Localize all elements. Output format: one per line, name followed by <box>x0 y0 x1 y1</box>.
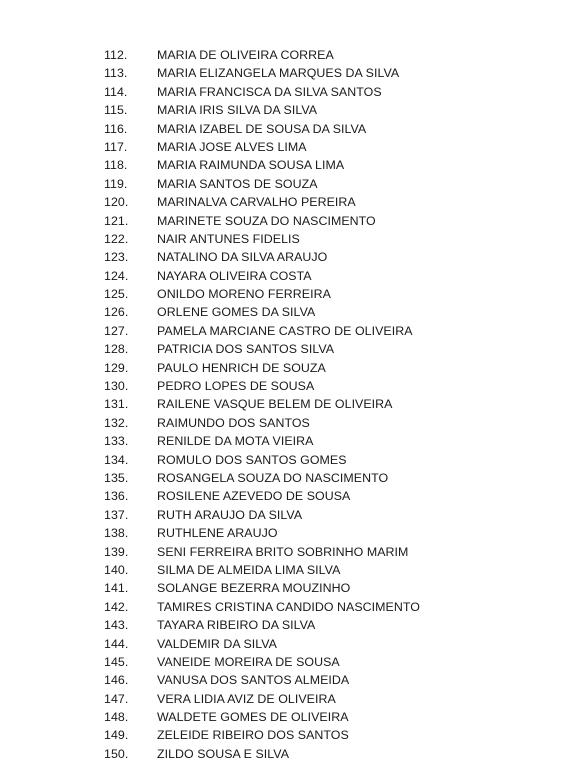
person-name: SOLANGE BEZERRA MOUZINHO <box>157 581 351 596</box>
item-number: 116. <box>104 121 128 136</box>
list-item <box>0 248 588 266</box>
list-item <box>0 616 588 634</box>
item-number: 119. <box>104 176 128 191</box>
list-item <box>0 487 588 505</box>
item-number: 144. <box>104 636 129 651</box>
item-number: 125. <box>104 287 129 302</box>
person-name: PEDRO LOPES DE SOUSA <box>157 379 315 394</box>
list-item <box>0 230 588 248</box>
item-number: 150. <box>104 746 129 761</box>
list-item <box>0 451 588 469</box>
person-name: RAILENE VASQUE BELEM DE OLIVEIRA <box>157 397 393 412</box>
item-number: 113. <box>104 66 128 81</box>
list-item <box>0 726 588 744</box>
item-number: 124. <box>104 268 129 283</box>
person-name: RUTH ARAUJO DA SILVA <box>157 507 303 522</box>
item-number: 142. <box>104 599 129 614</box>
list-item <box>0 561 588 579</box>
item-number: 131. <box>104 397 129 412</box>
list-item <box>0 212 588 230</box>
person-name: MARIA JOSE ALVES LIMA <box>157 139 307 154</box>
item-number: 121. <box>104 213 129 228</box>
list-item <box>0 579 588 597</box>
item-number: 137. <box>104 507 129 522</box>
list-item <box>0 506 588 524</box>
item-number: 148. <box>104 710 129 725</box>
list-item <box>0 524 588 542</box>
person-name: NATALINO DA SILVA ARAUJO <box>157 250 328 265</box>
person-name: RENILDE DA MOTA VIEIRA <box>157 434 314 449</box>
person-name: MARIA DE OLIVEIRA CORREA <box>157 48 334 62</box>
item-number: 123. <box>104 250 129 265</box>
list-item <box>0 690 588 708</box>
list-item <box>0 598 588 616</box>
item-number: 143. <box>104 618 129 633</box>
item-number: 126. <box>104 305 129 320</box>
person-name: SENI FERREIRA BRITO SOBRINHO MARIM <box>157 544 409 559</box>
list-item <box>0 83 588 101</box>
person-name: VALDEMIR DA SILVA <box>157 636 277 651</box>
item-number: 141. <box>104 581 129 596</box>
item-number: 114. <box>104 84 128 99</box>
list-item <box>0 303 588 321</box>
person-name: PAULO HENRICH DE SOUZA <box>157 360 326 375</box>
list-item <box>0 414 588 432</box>
person-name: NAIR ANTUNES FIDELIS <box>157 231 300 246</box>
list-item <box>0 543 588 561</box>
item-number: 115. <box>104 103 128 118</box>
person-name: RUTHLENE ARAUJO <box>157 526 278 541</box>
item-number: 136. <box>104 489 129 504</box>
person-name: ZELEIDE RIBEIRO DOS SANTOS <box>157 728 349 743</box>
list-item <box>0 101 588 119</box>
list-item <box>0 377 588 395</box>
person-name: ROSANGELA SOUZA DO NASCIMENTO <box>157 470 389 485</box>
person-name: SILMA DE ALMEIDA LIMA SILVA <box>157 562 341 577</box>
person-name: MARINALVA CARVALHO PEREIRA <box>157 195 356 210</box>
person-name: ROSILENE AZEVEDO DE SOUSA <box>157 489 351 504</box>
list-item <box>0 671 588 689</box>
item-number: 135. <box>104 470 129 485</box>
person-name: MARIA FRANCISCA DA SILVA SANTOS <box>157 84 382 99</box>
list-item <box>0 432 588 450</box>
item-number: 130. <box>104 379 129 394</box>
list-item <box>0 340 588 358</box>
list-item <box>0 64 588 82</box>
item-number: 120. <box>104 195 129 210</box>
list-item <box>0 322 588 340</box>
list-item <box>0 138 588 156</box>
person-name: WALDETE GOMES DE OLIVEIRA <box>157 710 349 725</box>
person-name: MARIA IRIS SILVA DA SILVA <box>157 103 318 118</box>
person-name: VANUSA DOS SANTOS ALMEIDA <box>157 673 350 688</box>
person-name: MARINETE SOUZA DO NASCIMENTO <box>157 213 376 228</box>
item-number: 146. <box>104 673 129 688</box>
item-number: 138. <box>104 526 129 541</box>
person-name: PATRICIA DOS SANTOS SILVA <box>157 342 335 357</box>
list-item <box>0 46 588 64</box>
item-number: 118. <box>104 158 128 173</box>
person-name: VERA LIDIA AVIZ DE OLIVEIRA <box>157 691 336 706</box>
list-item <box>0 156 588 174</box>
item-number: 147. <box>104 691 129 706</box>
list-item <box>0 635 588 653</box>
person-name: TAMIRES CRISTINA CANDIDO NASCIMENTO <box>157 599 420 614</box>
list-item <box>0 395 588 413</box>
person-name: ORLENE GOMES DA SILVA <box>157 305 316 320</box>
person-name: MARIA IZABEL DE SOUSA DA SILVA <box>157 121 367 136</box>
item-number: 133. <box>104 434 129 449</box>
person-name: VANEIDE MOREIRA DE SOUSA <box>157 654 340 669</box>
list-item <box>0 359 588 377</box>
item-number: 134. <box>104 452 129 467</box>
person-name: MARIA SANTOS DE SOUZA <box>157 176 318 191</box>
list-item <box>0 175 588 193</box>
item-number: 129. <box>104 360 129 375</box>
person-name: PAMELA MARCIANE CASTRO DE OLIVEIRA <box>157 323 413 338</box>
list-item <box>0 120 588 138</box>
list-item <box>0 193 588 211</box>
item-number: 128. <box>104 342 129 357</box>
person-name: TAYARA RIBEIRO DA SILVA <box>157 618 316 633</box>
list-item <box>0 285 588 303</box>
person-name: ROMULO DOS SANTOS GOMES <box>157 452 347 467</box>
person-name: ZILDO SOUSA E SILVA <box>157 746 290 761</box>
person-name: MARIA ELIZANGELA MARQUES DA SILVA <box>157 66 400 81</box>
person-name: RAIMUNDO DOS SANTOS <box>157 415 310 430</box>
item-number: 122. <box>104 231 129 246</box>
name-list <box>0 46 588 763</box>
item-number: 112. <box>104 48 128 62</box>
item-number: 145. <box>104 654 129 669</box>
person-name: NAYARA OLIVEIRA COSTA <box>157 268 312 283</box>
item-number: 140. <box>104 562 129 577</box>
item-number: 139. <box>104 544 129 559</box>
item-number: 127. <box>104 323 129 338</box>
item-number: 132. <box>104 415 129 430</box>
list-item <box>0 267 588 285</box>
person-name: MARIA RAIMUNDA SOUSA LIMA <box>157 158 345 173</box>
list-item <box>0 653 588 671</box>
item-number: 117. <box>104 139 128 154</box>
list-item <box>0 708 588 726</box>
person-name: ONILDO MORENO FERREIRA <box>157 287 331 302</box>
list-item <box>0 745 588 763</box>
list-item <box>0 469 588 487</box>
item-number: 149. <box>104 728 129 743</box>
